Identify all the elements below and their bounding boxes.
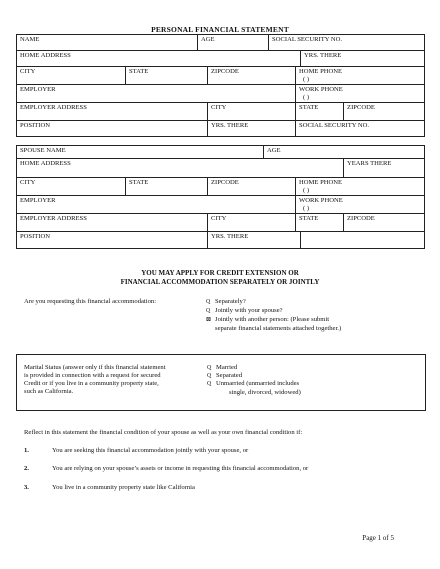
option-married[interactable]: Q Married bbox=[207, 364, 238, 371]
position-yrs-there-field[interactable]: YRS. THERE bbox=[208, 121, 296, 137]
spouse-employer-zipcode-field[interactable]: ZIPCODE bbox=[344, 214, 425, 232]
marital-status-text-1: Marital Status (answer only if this financial statement bbox=[24, 364, 166, 371]
reflect-statement: Reflect in this statement the financial condition of your spouse as well as your own financial condition if: bbox=[24, 429, 303, 436]
page-title: PERSONAL FINANCIAL STATEMENT bbox=[151, 25, 289, 34]
zipcode-field[interactable]: ZIPCODE bbox=[208, 67, 296, 85]
checkbox-icon[interactable]: Q bbox=[207, 381, 212, 387]
marital-status-text-2: is provided in connection with a request for secured bbox=[24, 372, 161, 379]
spouse-employer-city-field[interactable]: CITY bbox=[208, 214, 296, 232]
spouse-work-phone-field[interactable] bbox=[296, 196, 425, 214]
spouse-home-phone-field[interactable] bbox=[296, 178, 425, 196]
home-phone-field[interactable] bbox=[296, 67, 425, 85]
home-phone-label: HOME PHONE bbox=[299, 68, 343, 75]
option-jointly-other[interactable]: ⊠ Jointly with another person: (Please submit bbox=[206, 316, 330, 323]
condition-number: 3. bbox=[24, 484, 29, 491]
ssn-field[interactable]: SOCIAL SECURITY NO. bbox=[269, 35, 425, 51]
position-field[interactable]: POSITION bbox=[17, 121, 208, 137]
spouse-years-there-field[interactable]: YEARS THERE bbox=[344, 159, 425, 178]
yrs-there-field[interactable]: YRS. THERE bbox=[301, 51, 425, 67]
spouse-zipcode-field[interactable]: ZIPCODE bbox=[208, 178, 296, 196]
employer-zipcode-field[interactable]: ZIPCODE bbox=[344, 103, 425, 121]
employer-state-field[interactable]: STATE bbox=[296, 103, 344, 121]
option-jointly-spouse[interactable]: Q Jointly with your spouse? bbox=[206, 307, 283, 314]
option-unmarried-note: single, divorced, widowed) bbox=[229, 389, 301, 396]
marital-status-text-3: Credit or if you live in a community property state, bbox=[24, 380, 159, 387]
work-phone-parens: ( ) bbox=[303, 93, 310, 101]
name-field[interactable]: NAME bbox=[17, 35, 198, 51]
checkbox-icon[interactable]: Q bbox=[207, 365, 212, 371]
checkbox-icon[interactable]: Q bbox=[206, 299, 211, 305]
spouse-state-field[interactable]: STATE bbox=[126, 178, 208, 196]
condition-item: You are relying on your spouse’s assets or income in requesting this financial accommodation, or bbox=[52, 465, 309, 472]
spouse-employer-field[interactable]: EMPLOYER bbox=[17, 196, 296, 214]
condition-number: 2. bbox=[24, 465, 29, 472]
home-address-field[interactable]: HOME ADDRESS bbox=[17, 51, 301, 67]
age-field[interactable]: AGE bbox=[198, 35, 269, 51]
checked-checkbox-icon[interactable]: ⊠ bbox=[206, 317, 212, 323]
spouse-employer-address-field[interactable]: EMPLOYER ADDRESS bbox=[17, 214, 208, 232]
spouse-home-phone-label: HOME PHONE bbox=[299, 179, 343, 186]
spouse-work-phone-label: WORK PHONE bbox=[299, 197, 343, 205]
joint-section-heading bbox=[0, 269, 440, 287]
spouse-home-phone-parens: ( ) bbox=[303, 186, 310, 194]
position-ssn-field[interactable]: SOCIAL SECURITY NO. bbox=[296, 121, 425, 137]
section-heading-line1: YOU MAY APPLY FOR CREDIT EXTENSION OR bbox=[141, 269, 299, 277]
spouse-position-yrs-there-field[interactable]: YRS. THERE bbox=[208, 232, 301, 249]
employer-city-field[interactable]: CITY bbox=[208, 103, 296, 121]
spouse-table bbox=[16, 145, 425, 249]
spouse-work-phone-parens: ( ) bbox=[303, 204, 310, 212]
employer-field[interactable]: EMPLOYER bbox=[17, 85, 296, 103]
checkbox-icon[interactable]: Q bbox=[206, 308, 211, 314]
spouse-city-field[interactable]: CITY bbox=[17, 178, 126, 196]
option-separated[interactable]: Q Separated bbox=[207, 372, 242, 379]
work-phone-label: WORK PHONE bbox=[299, 86, 343, 94]
condition-item: You are seeking this financial accommodation jointly with your spouse, or bbox=[52, 447, 249, 454]
option-unmarried[interactable]: Q Unmarried (unmarried includes bbox=[207, 380, 300, 387]
spouse-position-field[interactable]: POSITION bbox=[17, 232, 208, 249]
condition-number: 1. bbox=[24, 447, 29, 454]
employer-address-field[interactable]: EMPLOYER ADDRESS bbox=[17, 103, 208, 121]
section-heading-line2: FINANCIAL ACCOMMODATION SEPARATELY OR JOINTLY bbox=[120, 278, 320, 286]
condition-item: You live in a community property state like California bbox=[52, 484, 195, 491]
option-jointly-other-note: separate financial statements attached together.) bbox=[215, 325, 342, 332]
spouse-age-field[interactable]: AGE bbox=[264, 146, 425, 159]
page-number: Page 1 of 5 bbox=[362, 534, 394, 542]
applicant-table bbox=[16, 34, 425, 137]
work-phone-field[interactable] bbox=[296, 85, 425, 103]
home-phone-parens: ( ) bbox=[303, 75, 310, 83]
state-field[interactable]: STATE bbox=[126, 67, 208, 85]
marital-status-text-4: such as California. bbox=[24, 388, 74, 395]
option-separately[interactable]: Q Separately? bbox=[206, 298, 246, 305]
spouse-blank-field[interactable] bbox=[301, 232, 425, 249]
spouse-home-address-field[interactable]: HOME ADDRESS bbox=[17, 159, 344, 178]
checkbox-icon[interactable]: Q bbox=[207, 373, 212, 379]
city-field[interactable]: CITY bbox=[17, 67, 126, 85]
accommodation-question: Are you requesting this financial accommodation: bbox=[24, 298, 157, 305]
spouse-name-field[interactable]: SPOUSE NAME bbox=[17, 146, 264, 159]
spouse-employer-state-field[interactable]: STATE bbox=[296, 214, 344, 232]
